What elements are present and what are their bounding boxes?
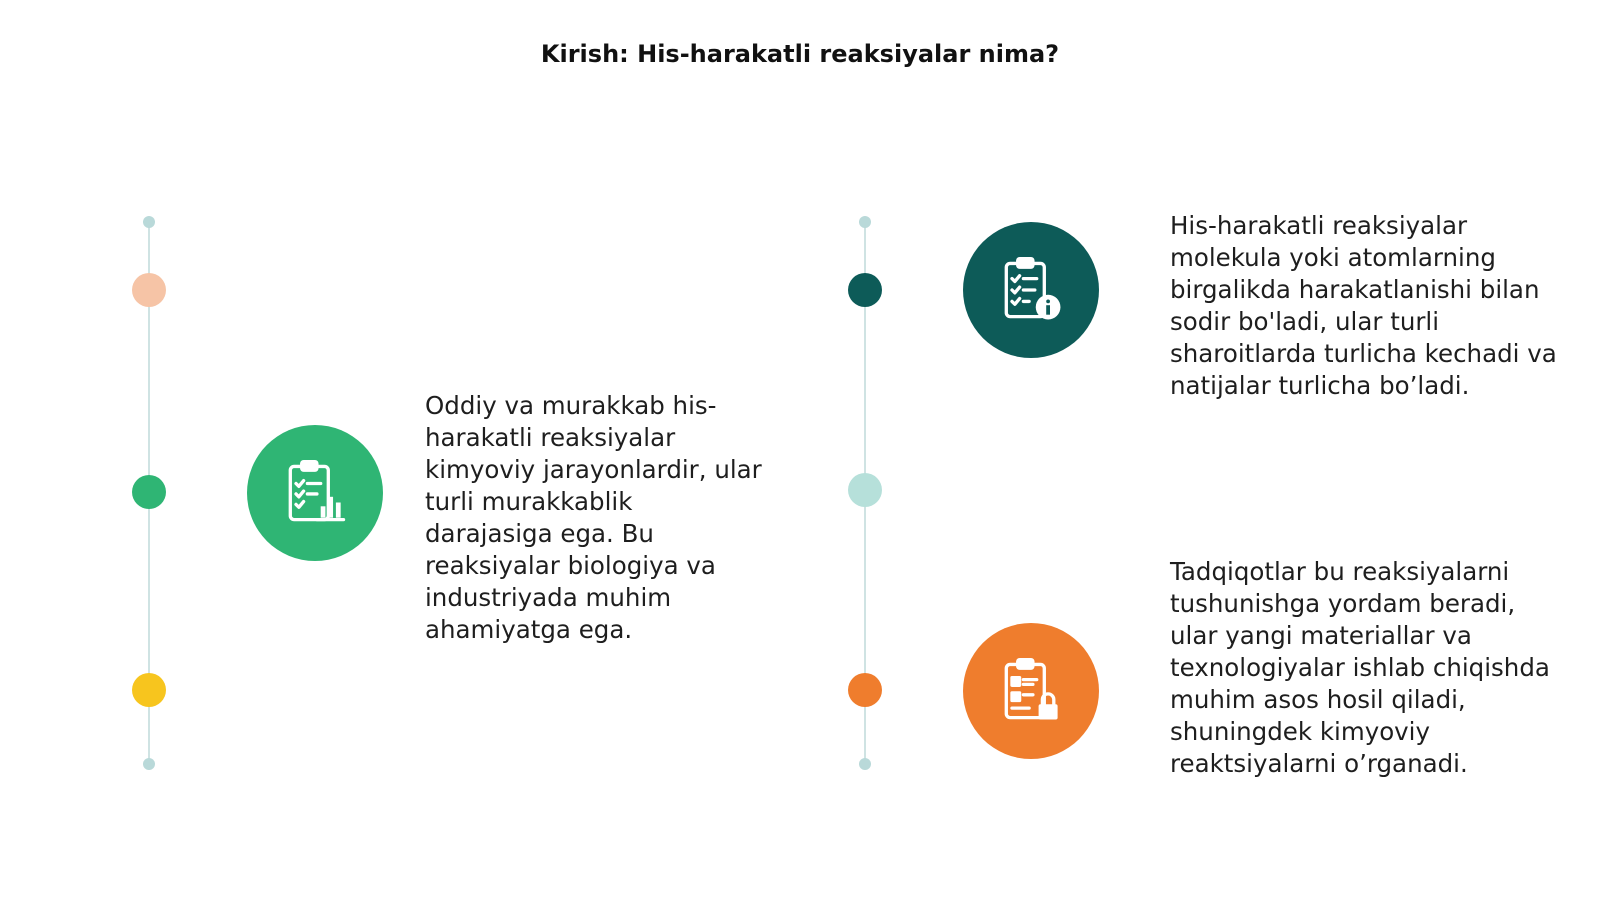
item-2-text: His-harakatli reaksiyalar molekula yoki atomlarning birgalikda harakatlanishi bilan sodir bo'ladi, ular turli sharoitlarda turlicha kechadi va natijalar turlicha bo’ladi. xyxy=(1170,211,1557,400)
right-timeline-end-dot xyxy=(859,758,871,770)
page-title: Kirish: His-harakatli reaksiyalar nima? xyxy=(540,40,1060,68)
left-timeline-end-dot xyxy=(143,758,155,770)
right-timeline-dot-3 xyxy=(848,673,882,707)
right-timeline-dot-1 xyxy=(848,273,882,307)
left-timeline-dot-1 xyxy=(132,273,166,307)
clipboard-info-icon xyxy=(993,252,1069,328)
item-3-icon-circle xyxy=(963,623,1099,759)
item-1-text: Oddiy va murakkab his-harakatli reaksiyalar kimyoviy jarayonlardir, ular turli murakkablik darajasiga ega. Bu reaksiyalar biologiya va industriyada muhim ahamiyatga ega. xyxy=(425,391,762,644)
left-timeline-dot-3 xyxy=(132,673,166,707)
item-1-icon-circle xyxy=(247,425,383,561)
clipboard-lock-icon xyxy=(993,653,1069,729)
right-timeline-start-dot xyxy=(859,216,871,228)
left-timeline-start-dot xyxy=(143,216,155,228)
clipboard-chart-icon xyxy=(277,455,353,531)
left-timeline-dot-2 xyxy=(132,475,166,509)
right-timeline-dot-2 xyxy=(848,473,882,507)
item-3-text: Tadqiqotlar bu reaksiyalarni tushunishga yordam beradi, ular yangi materiallar va texnologiyalar ishlab chiqishda muhim asos hosil qiladi, shuningdek kimyoviy reaktsiyalarni o’rganadi. xyxy=(1170,557,1550,778)
item-2-icon-circle xyxy=(963,222,1099,358)
